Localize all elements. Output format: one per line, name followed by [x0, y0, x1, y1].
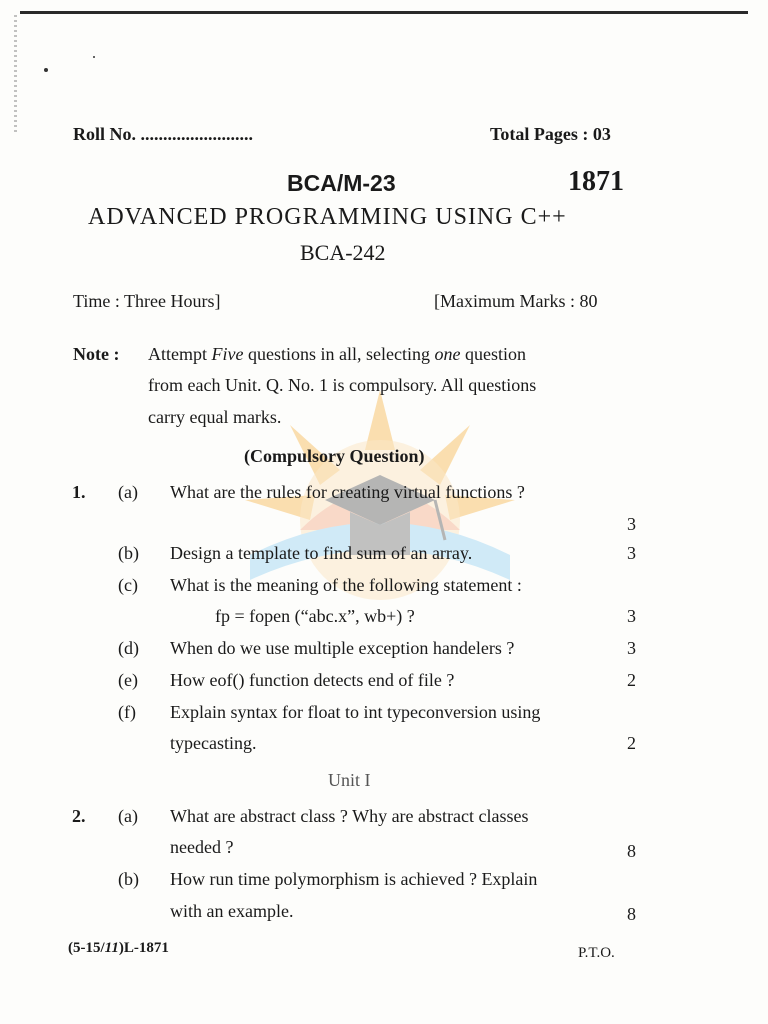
note-text: Attempt: [148, 344, 212, 364]
part-label: (a): [118, 482, 138, 502]
part-marks: 8: [627, 841, 636, 861]
paper-number: 1871: [568, 166, 624, 197]
unit-heading: Unit I: [328, 770, 371, 790]
page-top-border: [20, 11, 748, 14]
code-statement: fp = fopen (“abc.x”, wb+) ?: [215, 606, 415, 626]
part-label: (f): [118, 702, 136, 722]
note-line-3: carry equal marks.: [148, 407, 282, 427]
part-text: Explain syntax for float to int typeconversion using: [170, 702, 541, 722]
part-label: (b): [118, 543, 139, 563]
part-marks: 2: [627, 670, 636, 690]
pto-marker: P.T.O.: [578, 945, 615, 961]
course-code: BCA-242: [300, 240, 386, 265]
part-text: What are abstract class ? Why are abstract classes: [170, 806, 529, 826]
part-text-continued: with an example.: [170, 901, 294, 921]
maximum-marks: [Maximum Marks : 80: [434, 291, 598, 311]
part-marks: 3: [627, 606, 636, 626]
note-text: question: [460, 344, 526, 364]
compulsory-heading: (Compulsory Question): [244, 446, 425, 466]
scan-edge-mark: [14, 15, 17, 135]
note-text: questions in all, selecting: [243, 344, 435, 364]
note-emphasis: Five: [211, 344, 244, 364]
part-marks: 3: [627, 638, 636, 658]
part-text: What is the meaning of the following statement :: [170, 575, 522, 595]
part-text: When do we use multiple exception handelers ?: [170, 638, 515, 658]
part-text: Design a template to find sum of an array.: [170, 543, 473, 563]
footer-code: [68, 940, 169, 957]
note-emphasis: one: [434, 344, 461, 364]
question-number: 1.: [72, 482, 86, 502]
part-text-continued: needed ?: [170, 837, 234, 857]
part-label: (e): [118, 670, 138, 690]
note-line-2: from each Unit. Q. No. 1 is compulsory. All questions: [148, 375, 537, 395]
part-text-continued: typecasting.: [170, 733, 257, 753]
footer-code-part: (5-15/: [68, 940, 105, 956]
part-marks: 2: [627, 733, 636, 753]
roll-no-field: Roll No. .........................: [73, 124, 253, 144]
paper-code: BCA/M-23: [287, 170, 396, 196]
question-number: 2.: [72, 806, 86, 826]
note-label: Note :: [73, 344, 120, 364]
part-label: (b): [118, 869, 139, 889]
subject-title: ADVANCED PROGRAMMING USING C++: [88, 204, 567, 230]
footer-code-part: 11: [104, 940, 119, 956]
part-label: (a): [118, 806, 138, 826]
note-line-1: [148, 344, 526, 365]
total-pages: Total Pages : 03: [490, 124, 611, 144]
time-allowed: Time : Three Hours]: [73, 291, 221, 311]
part-marks: 8: [627, 904, 636, 924]
speck: [44, 68, 48, 72]
footer-code-part: )L-1871: [118, 940, 169, 956]
part-text: How eof() function detects end of file ?: [170, 670, 455, 690]
part-text: What are the rules for creating virtual functions ?: [170, 482, 525, 502]
part-label: (c): [118, 575, 138, 595]
part-label: (d): [118, 638, 139, 658]
speck: [93, 56, 95, 58]
part-text: How run time polymorphism is achieved ? Explain: [170, 869, 538, 889]
part-marks: 3: [627, 543, 636, 563]
part-marks: 3: [627, 514, 636, 534]
